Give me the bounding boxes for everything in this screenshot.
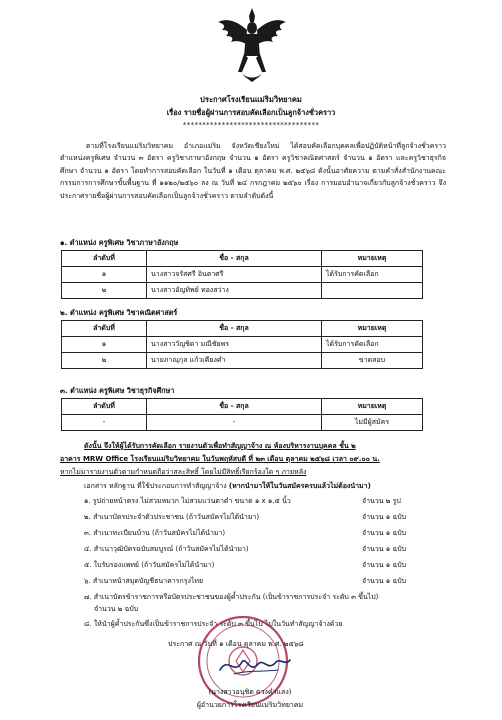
- separator-stars: ***********************************: [182, 121, 320, 129]
- table-header-row: [62, 251, 423, 267]
- cell-name: นางสาวอัญทิพย์ ทองสว่าง: [147, 283, 322, 299]
- docs-heading-note: (หากนำมาให้ในวันสมัครครบแล้วไม่ต้องนำมา): [228, 482, 371, 490]
- doc-item-qty: จำนวน ๑ ฉบับ: [362, 529, 407, 537]
- signer-name: (นางสาวอนุชิต ดวงคำแสง): [208, 688, 292, 696]
- doc-item-text: จำนวน ๒ ฉบับ: [94, 605, 139, 613]
- cell-name: นางสาววัญชิดา มณีชัยพร: [147, 337, 322, 353]
- doc-item-text: ๑. รูปถ่ายหน้าตรง ไม่สวมหมวก ไม่สวมแว่นตาดำ ขนาด ๑ x ๑.๕ นิ้ว: [84, 497, 291, 505]
- section-title-english: ๑. ตำแหน่ง ครูพิเศษ วิชาภาษาอังกฤษ: [60, 238, 179, 247]
- doc-item-qty: จำนวน ๑ ฉบับ: [362, 577, 407, 585]
- header-remark: หมายเหตุ: [322, 321, 423, 337]
- cell-order: ๑: [62, 337, 147, 353]
- list-item: [84, 561, 464, 577]
- cell-name: -: [147, 415, 322, 431]
- cell-order: -: [62, 415, 147, 431]
- header-order: ลำดับที่: [62, 251, 147, 267]
- header-name: ชื่อ - สกุล: [147, 321, 322, 337]
- docs-heading-text: เอกสาร หลักฐาน ที่ใช้ประกอบการทำสัญญาจ้าง: [84, 482, 229, 490]
- cell-remark: ได้รับการคัดเลือก: [322, 337, 423, 353]
- document-title: ประกาศโรงเรียนแม่ริมวิทยาคม: [200, 95, 302, 104]
- doc-item-text: ๕. ใบรับรองแพทย์ (ถ้าวันสมัครไม่ได้นำมา): [84, 561, 215, 569]
- cell-name: นายภาณุกุล แก้วเคียงคำ: [147, 353, 322, 369]
- doc-item-text: ๔. สำเนาวุฒิบัตรฉบับสมบูรณ์ (ถ้าวันสมัครไม่ได้นำมา): [84, 545, 249, 553]
- table-row: [62, 283, 423, 299]
- cell-order: ๒: [62, 283, 147, 299]
- doc-item-text: ๗. สำเนาบัตรข้าราชการหรือบัตรประชาชนของผู้ค้ำประกัน (เป็นข้าราชการประจำ ระดับ ๓ ขึ้นไป): [84, 593, 379, 601]
- doc-item-text: ๘. ให้นำผู้ค้ำประกันซึ่งเป็นข้าราชการประจำ ระดับ ๓ ขึ้นไป ไปในวันทำสัญญาจ้างด้วย: [84, 620, 343, 628]
- table-row: [62, 337, 423, 353]
- cell-name: นางสาวจรัสศรี อินตาศรี: [147, 267, 322, 283]
- signer-position: ผู้อำนวยการโรงเรียนแม่ริมวิทยาคม: [196, 701, 304, 709]
- cell-remark: ไม่มีผู้สมัคร: [322, 415, 423, 431]
- header-remark: หมายเหตุ: [322, 399, 423, 415]
- cell-remark: ได้รับการคัดเลือก: [322, 267, 423, 283]
- header-remark: หมายเหตุ: [322, 251, 423, 267]
- header-order: ลำดับที่: [62, 321, 147, 337]
- list-item: [84, 577, 464, 593]
- notice-line-2: อาคาร MRW Office โรงเรียนแม่ริมวิทยาคม ในวันพฤหัสบดี ที่ ๒๓ เดือน ตุลาคม ๒๕๖๘ เวลา ๐๙.๐๐ น.: [60, 455, 380, 463]
- table-math: [61, 320, 423, 369]
- list-item: [84, 497, 464, 513]
- docs-heading: [84, 482, 371, 491]
- section-title-business: ๓. ตำแหน่ง ครูพิเศษ วิชาธุรกิจศึกษา: [60, 386, 175, 395]
- table-header-row: [62, 321, 423, 337]
- doc-item-qty: จำนวน ๒ รูป: [362, 497, 401, 505]
- list-item: [84, 593, 464, 605]
- document-subject: เรื่อง รายชื่อผู้ผ่านการสอบคัดเลือกเป็นลูกจ้างชั่วคราว: [166, 108, 336, 117]
- table-row: [62, 353, 423, 369]
- cell-order: ๑: [62, 267, 147, 283]
- table-english: [61, 250, 423, 299]
- handwritten-signature: [214, 650, 294, 680]
- list-item: [84, 513, 464, 529]
- garuda-emblem-icon: [216, 6, 288, 84]
- doc-item-text: ๖. สำเนาหน้าสมุดบัญชีธนาคารกรุงไทย: [84, 577, 204, 585]
- table-row: [62, 415, 423, 431]
- doc-item-qty: จำนวน ๑ ฉบับ: [362, 545, 407, 553]
- cell-remark: ขาดสอบ: [322, 353, 423, 369]
- doc-item-text: ๒. สำเนาบัตรประจำตัวประชาชน (ถ้าวันสมัครไม่ได้นำมา): [84, 513, 260, 521]
- header-name: ชื่อ - สกุล: [147, 251, 322, 267]
- table-header-row: [62, 399, 423, 415]
- intro-paragraph: ตามที่โรงเรียนแม่ริมวิทยาคม อำเภอแม่ริม จังหวัดเชียงใหม่ ได้สอบคัดเลือกบุคคลเพื่อปฏิบัติหน้าที่ลูกจ้างชั่วคราว ตำแหน่งครูพิเศษ จำนวน ๓ อัตรา ครูวิชาภาษาอังกฤษ จำนวน ๑ อัตรา ครูวิชาคณิตศาสตร์ จำนวน ๑ อัตรา และครูวิชาธุรกิจศึกษา จำนวน ๑ อัตรา โดยทำการสอบคัดเลือก ในวันที่ ๑ เดือน ตุลาคม พ.ศ. ๒๕๖๘ ดังนั้นอาศัยความ ตามคำสั่งสำนักงานคณะกรรมการการศึกษาขั้นพื้นฐาน ที่ ๑๑๒๐/๒๕๖๐ ลง ณ วันที่ ๒๔ กรกฎาคม ๒๕๖๐ เรื่อง การมอบอำนาจเกี่ยวกับลูกจ้างชั่วคราว จึงประกาศรายชื่อผู้ผ่านการสอบคัดเลือกเป็นลูกจ้างชั่วคราว ตามลำดับดังนี้: [60, 142, 446, 200]
- header-name: ชื่อ - สกุล: [147, 399, 322, 415]
- announcement-date: ประกาศ ณ วันที่ ๑ เดือน ตุลาคม พ.ศ. ๒๕๖๘: [168, 640, 304, 648]
- notice-line-1: ดังนั้น จึงให้ผู้ได้รับการคัดเลือก รายงานตัวเพื่อทำสัญญาจ้าง ณ ห้องบริหารงานบุคคล ชั้น ๒: [84, 442, 356, 450]
- section-title-math: ๒. ตำแหน่ง ครูพิเศษ วิชาคณิตศาสตร์: [60, 308, 178, 317]
- doc-item-text: ๓. สำเนาทะเบียนบ้าน (ถ้าวันสมัครไม่ได้นำมา): [84, 529, 226, 537]
- doc-item-qty: จำนวน ๑ ฉบับ: [362, 561, 407, 569]
- table-row: [62, 267, 423, 283]
- cell-order: ๒: [62, 353, 147, 369]
- cell-remark: [322, 283, 423, 299]
- doc-item-qty: จำนวน ๑ ฉบับ: [362, 513, 407, 521]
- list-item: [84, 545, 464, 561]
- notice-line-3: หากไม่มารายงานตัวตามกำหนดถือว่าสละสิทธิ์ โดยไม่มีสิทธิ์เรียกร้องใด ๆ ภายหลัง: [60, 468, 307, 476]
- list-item: [84, 529, 464, 545]
- table-business: [61, 398, 423, 431]
- header-order: ลำดับที่: [62, 399, 147, 415]
